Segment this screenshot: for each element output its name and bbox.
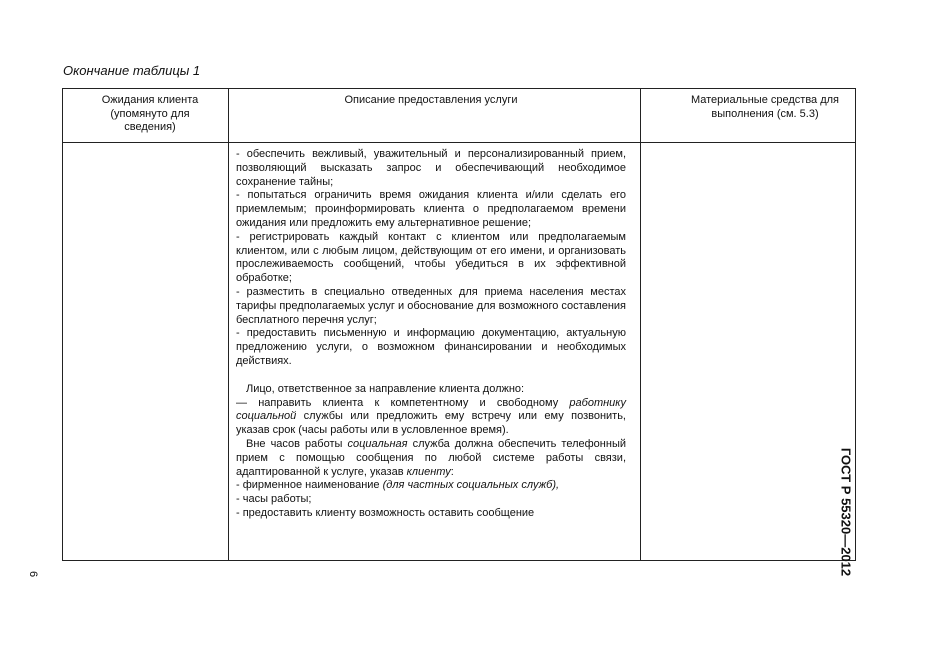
- paragraph: - обеспечить вежливый, уважительный и персонализированный прием, позволяющий высказать запрос и обеспечивающий необходимое сохранение тайны;: [236, 148, 626, 188]
- paragraph: — направить клиента к компетентному и свободному работнику социальной службы или предложить ему встречу или ему позвонить, указав срок (часы работы или в условленное время).: [236, 396, 626, 437]
- header-client-expectations: Ожидания клиента (упомянуто для сведения): [101, 94, 199, 133]
- paragraph: Вне часов работы социальная служба должна обеспечить телефонный прием с помощью сообщения по любой системе работы связи, адаптированной к услуге, указав клиенту:: [236, 437, 627, 478]
- document-standard-title: ГОСТ Р 55320—2012: [838, 447, 854, 577]
- paragraph: - часы работы;: [236, 493, 312, 506]
- table-caption: Окончание таблицы 1: [63, 63, 201, 78]
- paragraph: - предоставить клиенту возможность оставить сообщение: [236, 506, 535, 519]
- table-col-divider-2: [640, 88, 641, 561]
- paragraph: - предоставить письменную и информацию документацию, актуальную предложению услуги, о возможном финансировании и необходимых действиях.: [236, 327, 626, 367]
- paragraph: - попытаться ограничить время ожидания клиента и/или сделать его приемлемым; проинформировать клиента о предполагаемом времени ожидания или предложить ему альтернативное решение;: [236, 189, 626, 229]
- header-material-means: Материальные средства для выполнения (см. 5.3): [690, 94, 840, 120]
- header-service-description: Описание предоставления услуги: [344, 94, 518, 106]
- table-bottom-border: [62, 560, 856, 561]
- service-description-cell: [236, 148, 626, 521]
- table-right-border: [855, 88, 856, 561]
- paragraph: - регистрировать каждый контакт с клиентом или предполагаемым клиентом, или с любым лицом, действующим от его имени, и организовать прослеживаемость сообщений, чтобы убедиться в их эффективной обработке;: [236, 230, 626, 285]
- paragraph: - разместить в специально отведенных для приема населения местах тарифы предполагаемых услуг и обоснование для возможного составления бесплатного перечня услуг;: [236, 285, 626, 326]
- table-header-divider: [62, 142, 856, 143]
- spacer: [236, 369, 626, 383]
- table-left-border: [62, 88, 63, 561]
- table-top-border: [62, 88, 856, 89]
- table-col-divider-1: [228, 88, 229, 561]
- paragraph: - фирменное наименование (для частных социальных служб),: [236, 479, 560, 492]
- paragraph: Лицо, ответственное за направление клиента должно:: [246, 382, 525, 395]
- page-number: 6: [27, 570, 40, 578]
